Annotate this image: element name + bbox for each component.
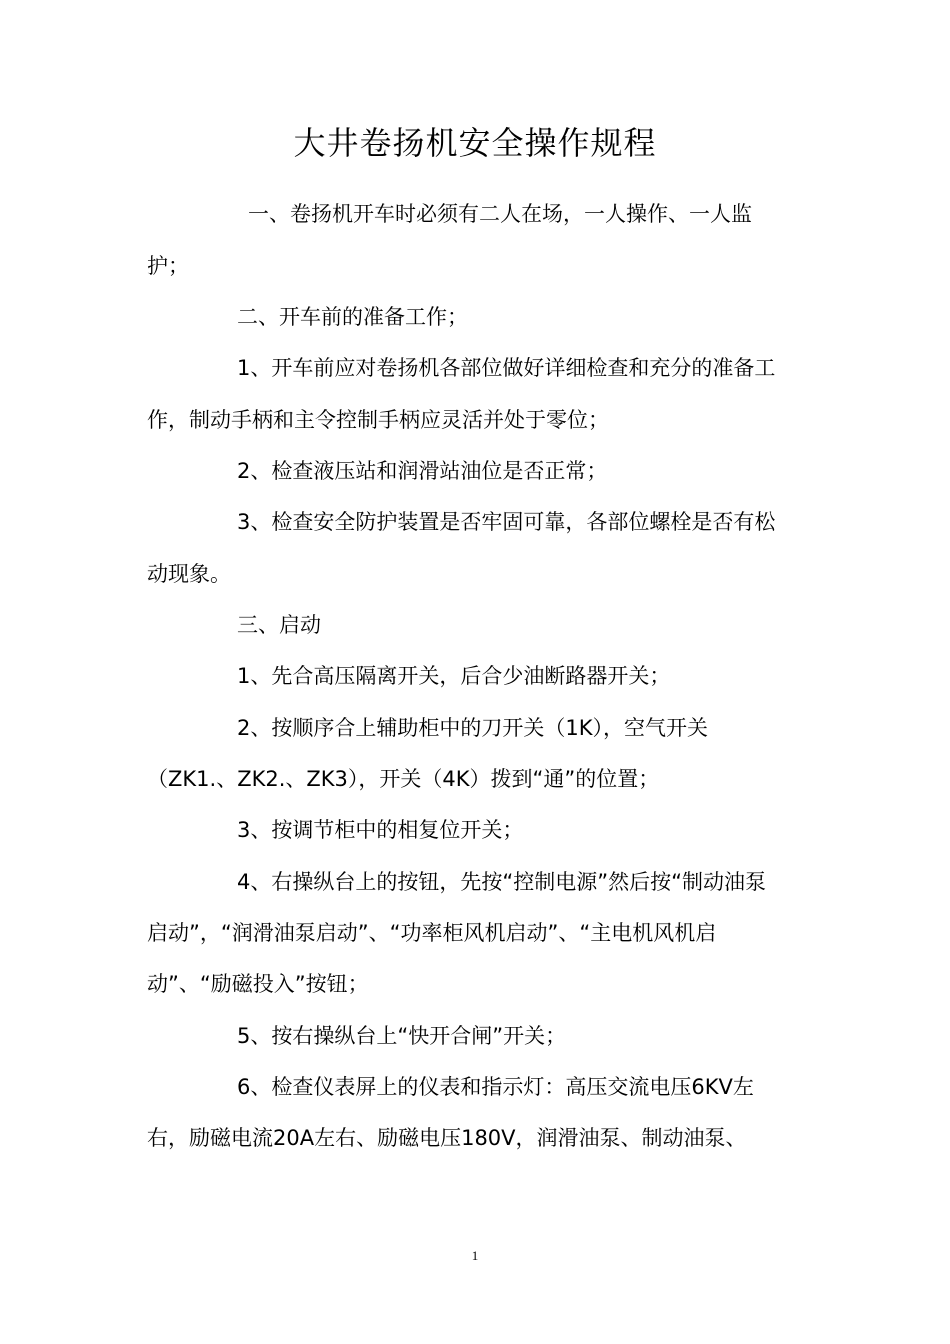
paragraph-line: 动”、“励磁投入”按钮； xyxy=(147,972,369,996)
paragraph-line: 4、右操纵台上的按钮，先按“控制电源”然后按“制动油泵 xyxy=(237,870,766,894)
paragraph-line: 3、按调节柜中的相复位开关； xyxy=(237,818,524,842)
paragraph-line: 动现象。 xyxy=(147,562,231,586)
section-heading: 二、开车前的准备工作； xyxy=(237,305,468,329)
page-number: 1 xyxy=(471,1248,479,1263)
paragraph-line: 5、按右操纵台上“快开合闸”开关； xyxy=(237,1024,567,1048)
section-heading: 三、启动 xyxy=(237,613,321,637)
paragraph-line: 作，制动手柄和主令控制手柄应灵活并处于零位； xyxy=(147,408,609,432)
paragraph-line: 1、先合高压隔离开关，后合少油断路器开关； xyxy=(237,664,671,688)
paragraph-line: （ZK1.、ZK2.、ZK3），开关（4K）拨到“通”的位置； xyxy=(147,767,660,791)
paragraph-line: 启动”，“润滑油泵启动”、“功率柜风机启动”、“主电机风机启 xyxy=(147,921,717,945)
paragraph-line: 1、开车前应对卷扬机各部位做好详细检查和充分的准备工 xyxy=(237,356,776,380)
paragraph-line: 2、检查液压站和润滑站油位是否正常； xyxy=(237,459,608,483)
paragraph-line: 3、检查安全防护装置是否牢固可靠，各部位螺栓是否有松 xyxy=(237,510,776,534)
document-title: 大井卷扬机安全操作规程 xyxy=(293,124,657,162)
paragraph-line: 2、按顺序合上辅助柜中的刀开关（1K），空气开关 xyxy=(237,716,708,740)
paragraph-line: 右，励磁电流20A左右、励磁电压180V，润滑油泵、制动油泵、 xyxy=(147,1126,747,1150)
paragraph-line: 6、检查仪表屏上的仪表和指示灯：高压交流电压6KV左 xyxy=(237,1075,754,1099)
paragraph-line: 一、卷扬机开车时必须有二人在场，一人操作、一人监 xyxy=(248,202,752,226)
paragraph-line: 护； xyxy=(147,254,189,278)
